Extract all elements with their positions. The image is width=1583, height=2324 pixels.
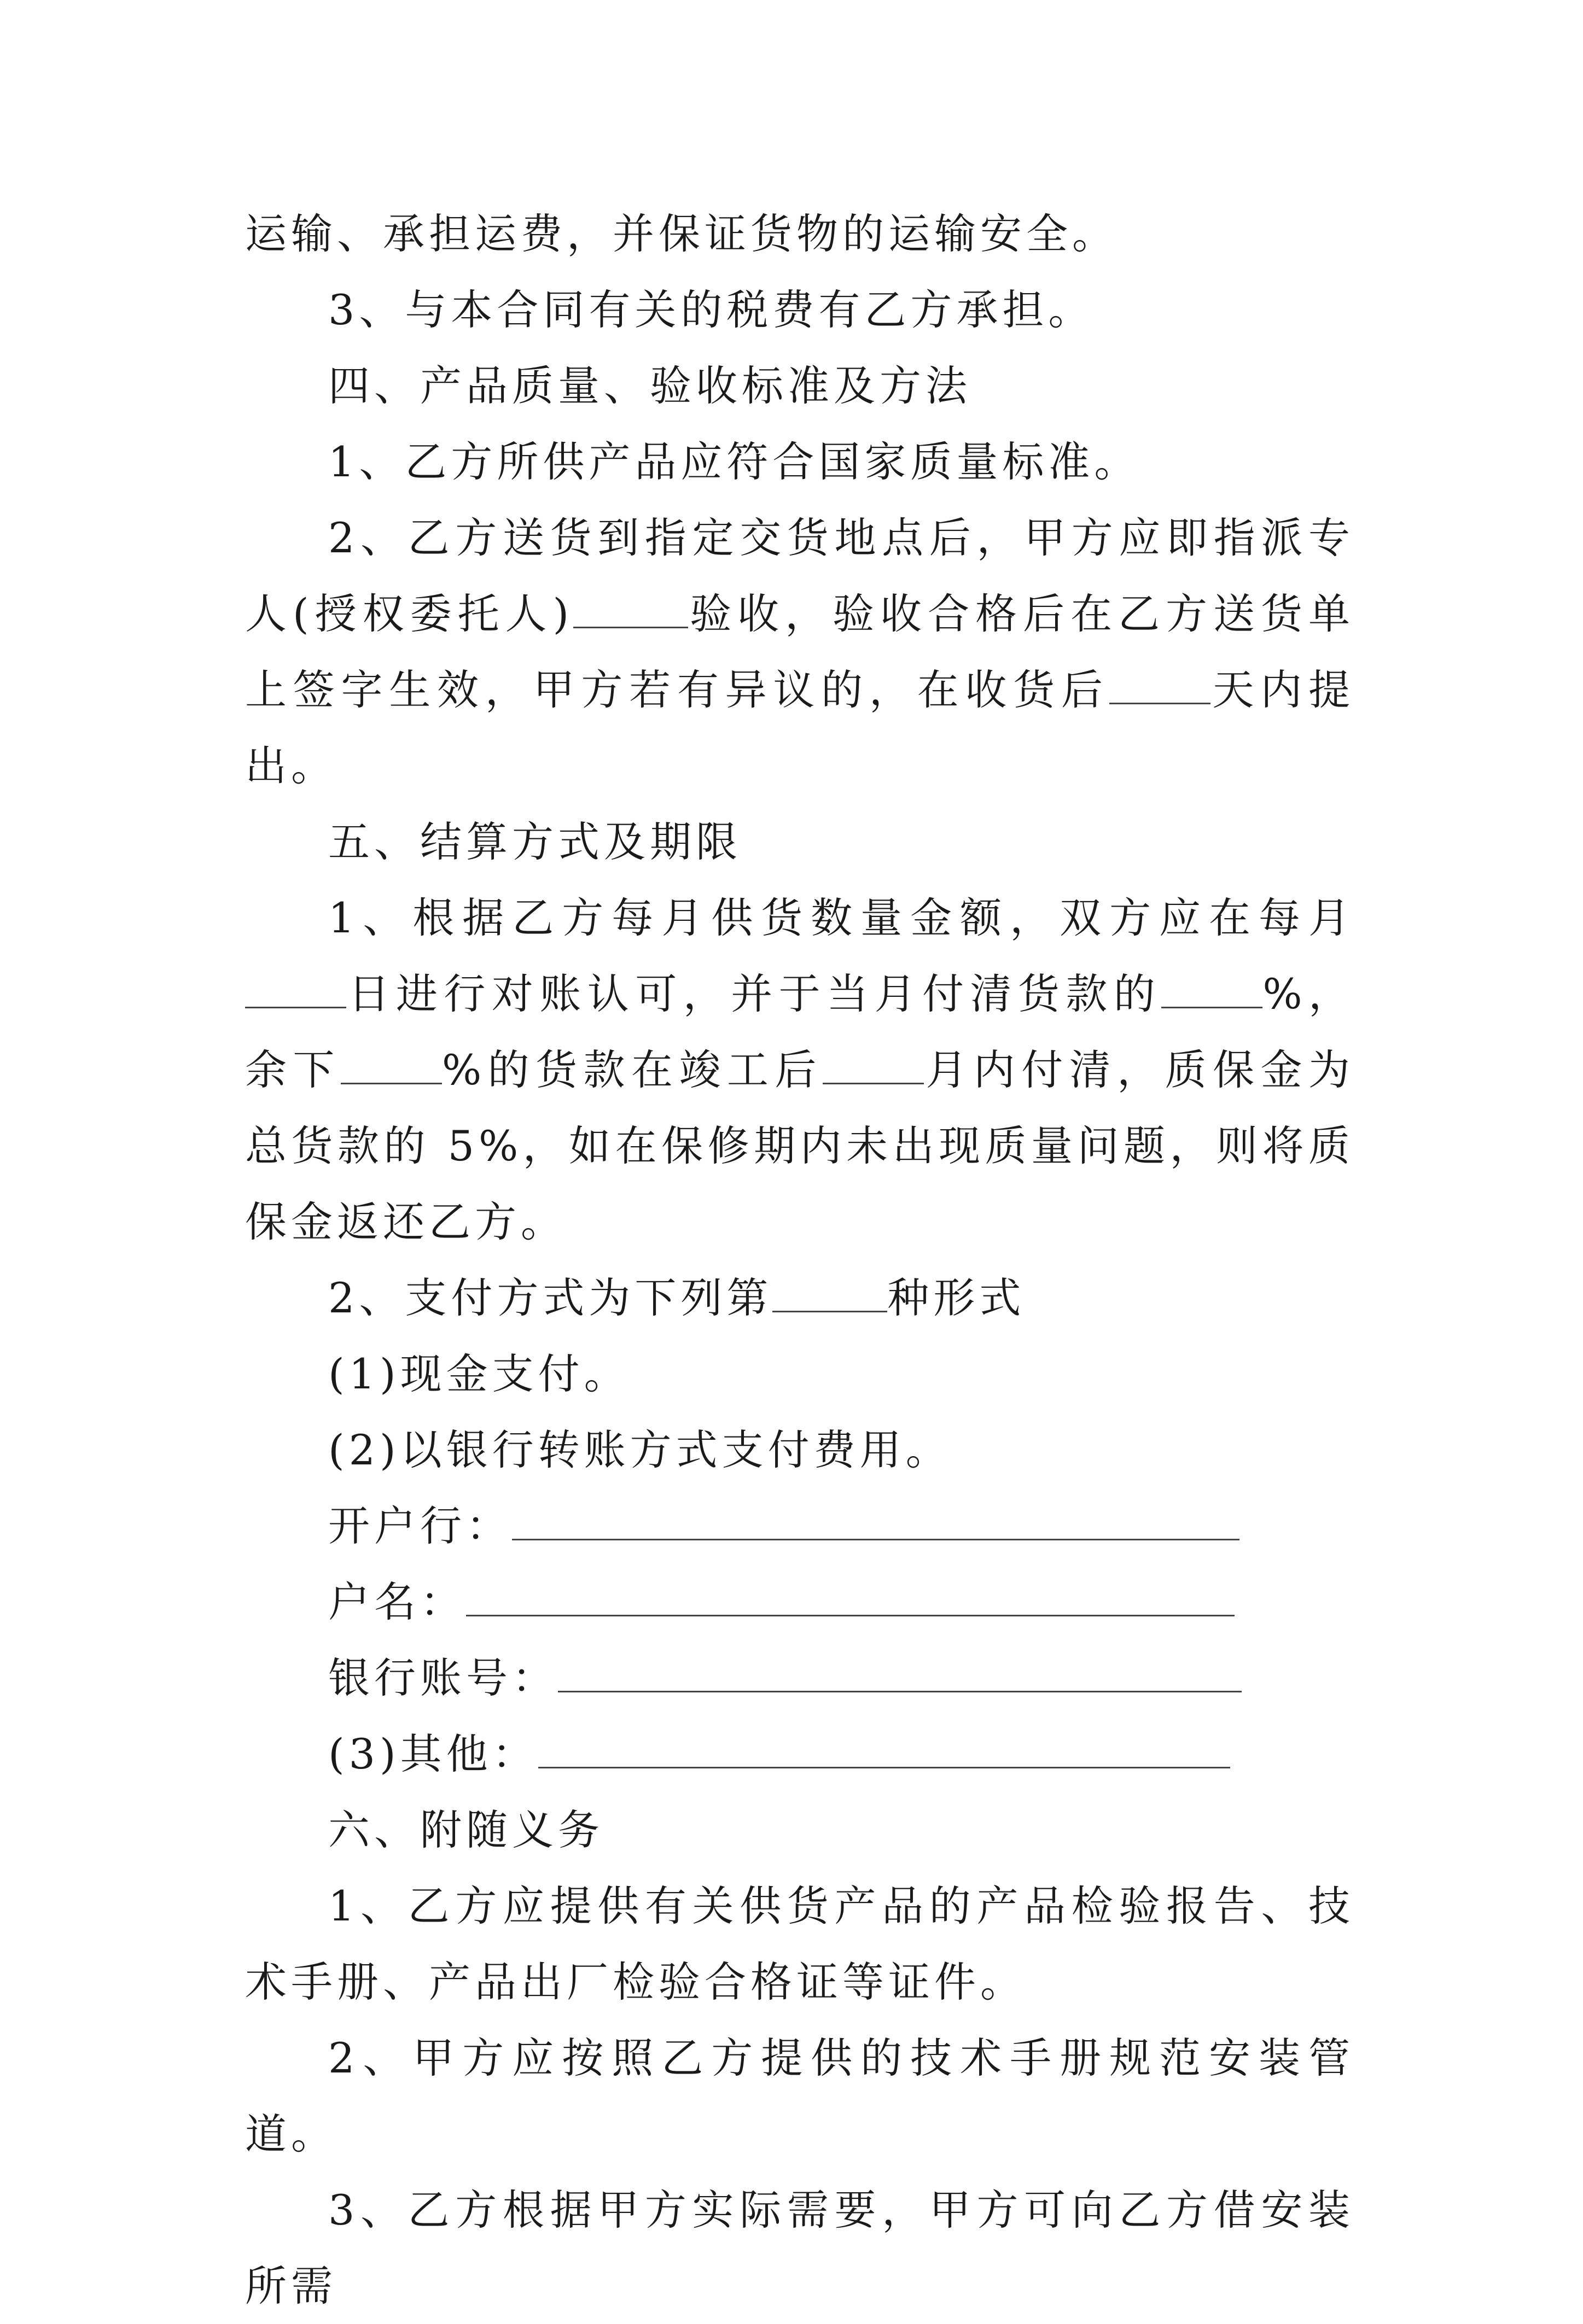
blank-objection-days — [1109, 672, 1210, 704]
paragraph-acceptance — [245, 500, 1354, 804]
blank-months — [823, 1052, 924, 1084]
blank-remaining-percent — [341, 1052, 442, 1084]
other-payment-line — [245, 1716, 1354, 1792]
acceptance-text-2: 验收，验收合格后在乙方送货单上签字生效，甲方若有异议的，在收货后 — [245, 589, 1354, 714]
section-heading-quality: 四、产品质量、验收标准及方法 — [328, 361, 971, 410]
blank-payment-option — [772, 1280, 887, 1312]
acceptance-text-3: 天内提出。 — [245, 665, 1355, 790]
payment-method-text-1: 2、支付方式为下列第 — [328, 1274, 773, 1322]
section-heading-obligations: 六、附随义务 — [328, 1806, 604, 1854]
acceptance-text-1: 2、乙方送货到指定交货地点后，甲方应即指派专人(授权委托人) — [245, 513, 1354, 638]
account-name-label: 户名： — [328, 1578, 466, 1626]
bank-name-label: 开户行： — [328, 1502, 512, 1550]
blank-acceptor — [573, 596, 688, 628]
settlement-text-2: 日进行对账认可，并于当月付清货款的 — [346, 970, 1162, 1018]
paragraph-settlement — [245, 880, 1354, 1260]
payment-option-cash: (1)现金支付。 — [328, 1350, 630, 1398]
account-number-label: 银行账号： — [328, 1654, 558, 1702]
bank-name-line — [245, 1488, 1354, 1564]
paragraph-installation: 2、甲方应按照乙方提供的技术手册规范安装管道。 — [245, 2034, 1354, 2158]
payment-option-bank-transfer: (2)以银行转账方式支付费用。 — [328, 1426, 952, 1474]
settlement-text-4: %的货款在竣工后 — [441, 1046, 823, 1094]
paragraph-transport: 运输、承担运费，并保证货物的运输安全。 — [245, 209, 1118, 258]
paragraph-documents: 1、乙方应提供有关供货产品的产品检验报告、技术手册、产品出厂检验合格证等证件。 — [245, 1882, 1354, 2006]
settlement-text-3: %，余下 — [245, 970, 1355, 1094]
account-name-blank — [466, 1584, 1235, 1616]
account-number-blank — [558, 1660, 1242, 1692]
paragraph-quality-standard: 1、乙方所供产品应符合国家质量标准。 — [328, 437, 1140, 486]
settlement-text-5: 月内付清，质保金为总货款的 5%，如在保修期内未出现质量问题，则将质保金返还乙方。 — [245, 1046, 1355, 1246]
blank-reconcile-day — [245, 976, 346, 1008]
blank-pay-percent — [1161, 976, 1262, 1008]
account-name-line — [245, 1564, 1354, 1640]
paragraph-tax: 3、与本合同有关的税费有乙方承担。 — [328, 285, 1095, 334]
payment-method-text-2: 种形式 — [887, 1274, 1026, 1322]
other-payment-blank — [538, 1736, 1230, 1768]
account-number-line — [245, 1640, 1354, 1716]
settlement-text-1: 1、根据乙方每月供货数量金额，双方应在每月 — [328, 894, 1354, 942]
paragraph-payment-method — [245, 1260, 1354, 1336]
paragraph-borrowing: 3、乙方根据甲方实际需要，甲方可向乙方借安装所需 — [245, 2186, 1354, 2310]
contract-body — [245, 196, 1354, 2324]
section-heading-settlement: 五、结算方式及期限 — [328, 818, 742, 866]
other-payment-label: (3)其他： — [328, 1730, 538, 1778]
bank-name-blank — [512, 1508, 1239, 1540]
